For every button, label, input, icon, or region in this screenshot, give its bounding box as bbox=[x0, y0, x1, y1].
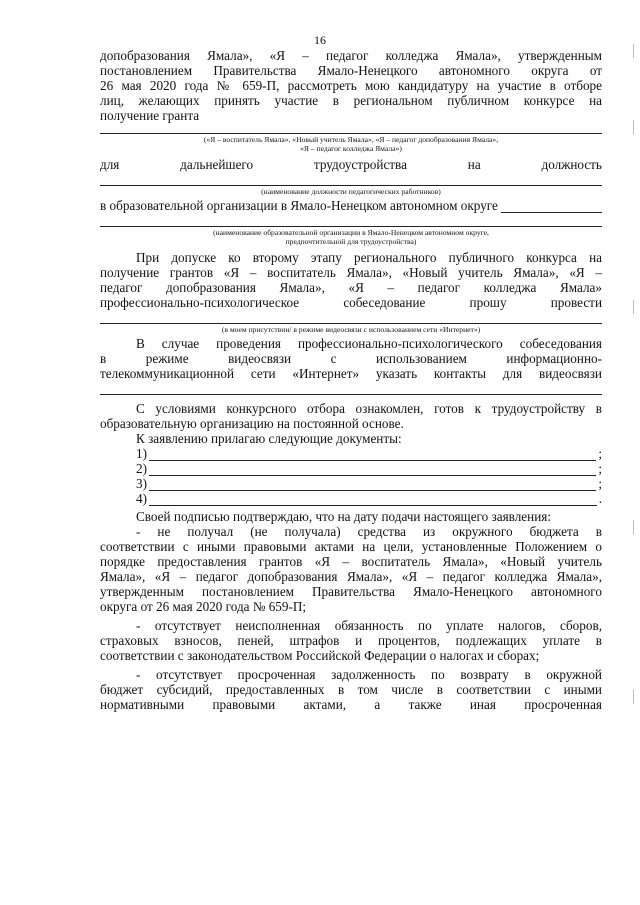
position-word: на bbox=[467, 157, 481, 172]
scan-margin-mark bbox=[633, 690, 634, 704]
agreement-line: С условиями конкурсного отбора ознакомлен, готов к трудоустройству в bbox=[136, 401, 602, 416]
position-field[interactable] bbox=[100, 172, 602, 186]
organization-field[interactable] bbox=[100, 213, 602, 227]
position-caption: (наименование должности педагогических работников) bbox=[261, 187, 441, 196]
intro-line: 26 мая 2020 года № 659-П, рассмотреть мою кандидатуру на участие в отборе bbox=[100, 78, 602, 93]
document-field[interactable] bbox=[149, 463, 596, 476]
interview-line: педагог допобразования Ямала», «Я – педагог колледжа Ямала» bbox=[100, 280, 602, 295]
documents-list bbox=[100, 446, 602, 506]
confirmation-item-line: - отсутствует неисполненная обязанность по уплате налогов, сборов, bbox=[136, 618, 602, 633]
confirmation-item-line: Ямала», «Я – педагог допобразования Ямала», «Я – педагог колледжа Ямала», bbox=[100, 569, 602, 584]
scan-margin-mark bbox=[633, 520, 634, 534]
document-field[interactable] bbox=[149, 493, 597, 506]
intro-line: получение гранта bbox=[100, 108, 200, 123]
scan-margin-mark bbox=[633, 120, 634, 134]
confirmation-item-line: соответствии с иными правовыми актами на цели, установленные Положением о bbox=[100, 539, 602, 554]
position-word: дальнейшего bbox=[180, 157, 254, 172]
document-field[interactable] bbox=[149, 448, 596, 461]
intro-line: допобразования Ямала», «Я – педагог колледжа Ямала», утвержденным bbox=[100, 48, 602, 63]
interview-line: получение грантов «Я – воспитатель Ямала», «Новый учитель Ямала», «Я – bbox=[100, 265, 602, 280]
scan-margin-mark bbox=[633, 44, 634, 58]
scan-margin-mark bbox=[633, 300, 634, 314]
interview-mode-field[interactable] bbox=[100, 310, 602, 324]
organization-field-start[interactable] bbox=[501, 200, 602, 213]
interview-line: При допуске ко второму этапу регионального публичного конкурса на bbox=[136, 250, 602, 265]
position-word: для bbox=[100, 157, 120, 172]
organization-caption: (наименование образовательной организации в Ямало-Ненецком автономном округе, предпочтительной для трудоустройства) bbox=[213, 228, 489, 246]
agreement-line: образовательную организацию на постоянной основе. bbox=[100, 416, 404, 431]
confirmation-item-line: страховых взносов, пеней, штрафов и процентов, подлежащих уплате в bbox=[100, 633, 602, 648]
document-row: 1) ; bbox=[136, 446, 602, 461]
grant-name-field[interactable] bbox=[100, 133, 602, 134]
document-row: 2) ; bbox=[136, 461, 602, 476]
intro-line: лиц, желающих принять участие в региональном публичном конкурсе на bbox=[100, 93, 602, 108]
application-form-body bbox=[100, 48, 602, 712]
video-line: В случае проведения профессионально-психологического собеседования bbox=[136, 336, 602, 351]
grant-caption: («Я – воспитатель Ямала», «Новый учитель Ямала», «Я – педагог допобразования Ямала», «Я – педагог колледжа Ямала») bbox=[203, 135, 499, 153]
document-row: 3) ; bbox=[136, 476, 602, 491]
page-number: 16 bbox=[314, 33, 326, 47]
interview-caption: (в моем присутствии/ в режиме видеосвязи с использованием сети «Интернет») bbox=[221, 325, 481, 334]
confirmation-item-line: округа от 26 мая 2020 года № 659-П; bbox=[100, 599, 307, 614]
video-line: телекоммуникационной сети «Интернет» указать контакты для видеосвязи bbox=[100, 366, 602, 381]
confirmation-item-line: утвержденным постановлением Правительства Ямало-Ненецкого автономного bbox=[100, 584, 602, 599]
video-contacts-field[interactable] bbox=[100, 381, 602, 395]
intro-paragraph bbox=[100, 48, 602, 123]
confirmation-section bbox=[100, 509, 602, 712]
document-row: 4) . bbox=[136, 491, 602, 506]
agreement-paragraph bbox=[100, 401, 602, 446]
organization-text: в образовательной организации в Ямало-Ненецком автономном округе bbox=[100, 198, 498, 213]
confirmation-item-line: нормативными правовыми актами, а также иная просроченная bbox=[100, 697, 602, 712]
interview-paragraph bbox=[100, 250, 602, 310]
confirmation-item-line: - не получал (не получала) средства из окружного бюджета в bbox=[136, 524, 602, 539]
confirmation-item-line: порядке предоставления грантов «Я – воспитатель Ямала», «Новый учитель bbox=[100, 554, 602, 569]
document-field[interactable] bbox=[149, 478, 596, 491]
confirmation-item-line: соответствии с законодательством Российской Федерации о налогах и сборах; bbox=[100, 648, 540, 663]
intro-line: постановлением Правительства Ямало-Ненецкого автономного округа от bbox=[100, 63, 602, 78]
position-word: должность bbox=[541, 157, 602, 172]
position-line bbox=[100, 157, 602, 172]
confirmation-item-line: бюджет субсидий, предоставленных в том числе в соответствии с иными bbox=[100, 682, 602, 697]
position-word: трудоустройства bbox=[313, 157, 407, 172]
video-paragraph bbox=[100, 336, 602, 381]
confirmation-item-line: - отсутствует просроченная задолженность по возврату в окружной bbox=[136, 667, 602, 682]
video-line: в режиме видеосвязи с использованием информационно- bbox=[100, 351, 602, 366]
organization-line bbox=[100, 198, 602, 213]
confirmation-intro: Своей подписью подтверждаю, что на дату подачи настоящего заявления: bbox=[136, 509, 551, 524]
interview-line: профессионально-психологическое собеседование прошу провести bbox=[100, 295, 602, 310]
documents-intro: К заявлению прилагаю следующие документы: bbox=[136, 431, 402, 446]
